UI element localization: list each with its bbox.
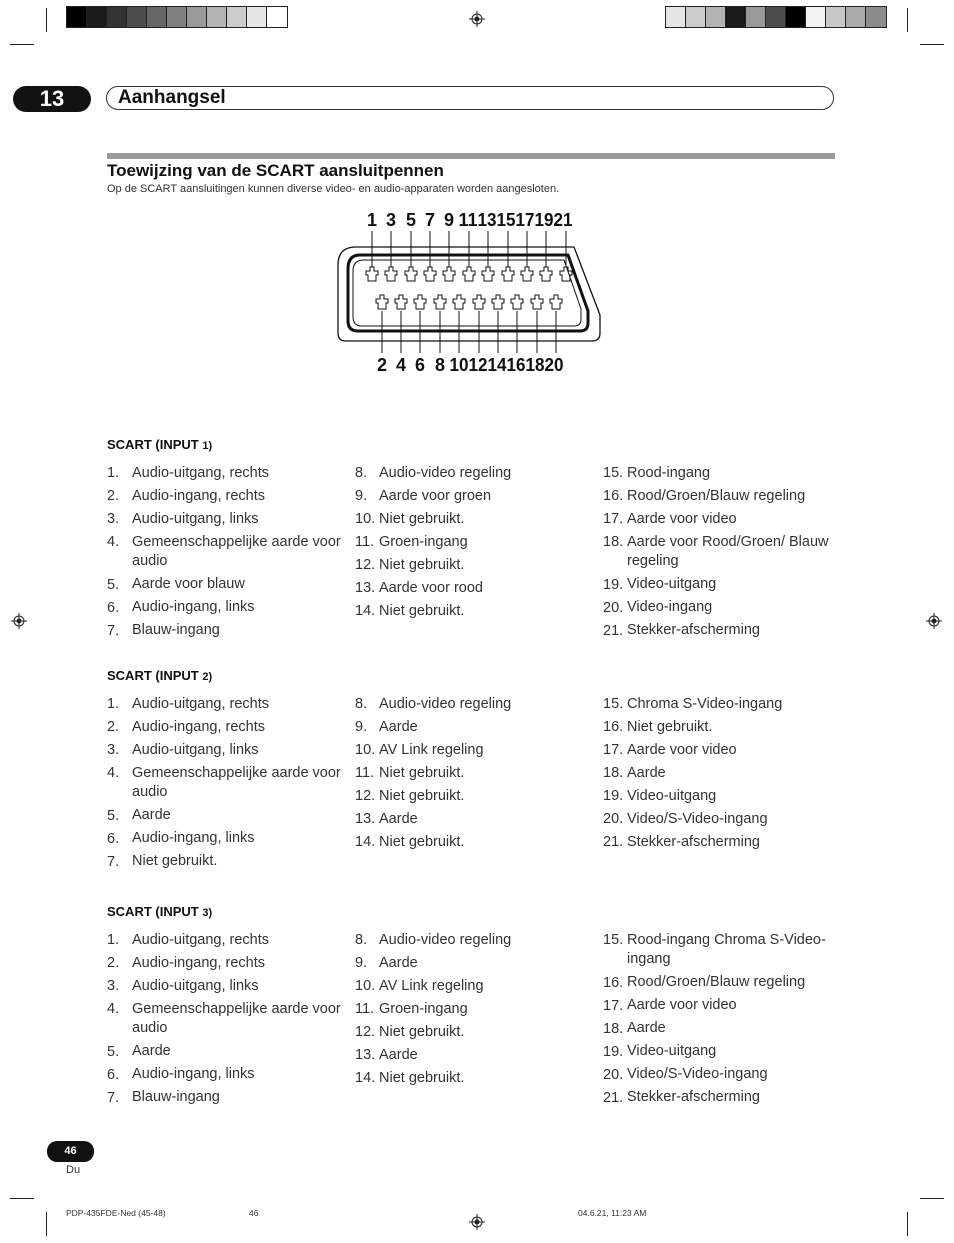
pin-list-item — [107, 851, 342, 874]
pin-number: 2. — [107, 955, 120, 971]
pin-number-label: 1 — [367, 210, 377, 230]
calibration-swatch — [247, 7, 267, 27]
calibration-swatch — [686, 7, 706, 27]
crop-mark — [10, 44, 34, 45]
pin-list-item — [603, 716, 838, 739]
pin-list-column — [107, 929, 342, 1110]
pin-function: Rood-ingang — [627, 464, 711, 481]
pin-contact — [521, 267, 533, 281]
crop-mark — [920, 44, 944, 45]
pin-function: Gemeenschappelijke aarde voor audio — [132, 764, 341, 800]
calibration-swatch — [866, 7, 886, 27]
calibration-swatch — [706, 7, 726, 27]
pin-list-item — [107, 1041, 342, 1064]
pin-function: Aarde voor video — [627, 741, 737, 758]
pin-number: 4. — [107, 765, 120, 781]
pin-function: Audio-uitgang, links — [132, 741, 259, 758]
pin-function: Rood/Groen/Blauw regeling — [627, 487, 806, 504]
pin-function: Rood-ingang Chroma S-Video-ingang — [627, 931, 826, 967]
pin-number: 20. — [603, 811, 624, 827]
pin-number: 5. — [107, 1043, 120, 1060]
pin-list-item — [107, 998, 342, 1041]
pin-number: 20. — [603, 599, 624, 616]
pin-function: Aarde voor Rood/Groen/ Blauw regeling — [627, 533, 829, 569]
pin-function: Audio-video regeling — [379, 695, 512, 712]
scart-heading-number: 3) — [202, 907, 213, 919]
pin-contact — [385, 267, 397, 281]
pin-list-item — [603, 485, 838, 508]
crop-mark — [46, 8, 47, 32]
pin-function: Gemeenschappelijke aarde voor audio — [132, 1000, 341, 1036]
pin-contact — [492, 295, 504, 309]
pin-list-item — [603, 929, 838, 972]
pin-list-column — [355, 693, 590, 854]
calibration-swatch — [107, 7, 127, 27]
pin-number: 10. — [355, 742, 376, 758]
pin-list-item — [107, 531, 342, 574]
pin-number: 3. — [107, 511, 120, 527]
pin-list-item — [107, 929, 342, 952]
calibration-swatch — [666, 7, 686, 27]
pin-list-item — [603, 1041, 838, 1064]
pin-function: AV Link regeling — [379, 977, 484, 994]
pin-number: 14. — [355, 1070, 376, 1086]
pin-function: Aarde voor video — [627, 997, 737, 1013]
calibration-swatch — [147, 7, 167, 27]
pin-number-label: 13 — [477, 210, 497, 230]
pin-function: Audio-ingang, rechts — [132, 954, 265, 971]
calibration-swatch — [846, 7, 866, 27]
pin-number-label: 20 — [544, 355, 564, 375]
pin-contact — [424, 267, 436, 281]
pin-list-item — [355, 485, 590, 508]
pin-contact — [531, 295, 543, 309]
pin-list-item — [355, 716, 590, 739]
pin-list-item — [603, 831, 838, 854]
pin-list-item — [603, 785, 838, 808]
pin-list-item — [603, 739, 838, 762]
pin-contact — [560, 267, 572, 281]
pin-function: Aarde — [132, 1043, 171, 1059]
pin-function: Niet gebruikt. — [627, 718, 713, 735]
calibration-swatch — [826, 7, 846, 27]
pin-function: Audio-ingang, rechts — [132, 487, 265, 504]
pin-number: 6. — [107, 1066, 120, 1083]
pin-list-item — [603, 620, 838, 643]
pin-function: Audio-ingang, links — [132, 599, 255, 615]
pin-list-item — [355, 1067, 590, 1090]
pin-number: 11. — [355, 765, 375, 781]
calibration-swatch — [187, 7, 207, 27]
pin-function: Audio-video regeling — [379, 931, 512, 948]
pin-function: AV Link regeling — [379, 741, 484, 758]
pin-number: 19. — [603, 788, 624, 804]
registration-target-icon — [469, 11, 485, 27]
pin-list-item — [355, 531, 590, 554]
pin-number: 21. — [603, 1089, 624, 1106]
calibration-bar-left — [66, 6, 288, 28]
pin-number-label: 12 — [468, 355, 488, 375]
pin-number: 5. — [107, 576, 120, 593]
pin-number: 4. — [107, 534, 120, 550]
calibration-swatch — [207, 7, 227, 27]
pin-number: 6. — [107, 599, 120, 616]
pin-list-item — [603, 597, 838, 620]
pin-list-item — [355, 739, 590, 762]
pin-list-column — [603, 693, 838, 854]
pin-number-label: 11 — [458, 210, 478, 230]
pin-list-item — [355, 577, 590, 600]
pin-number: 3. — [107, 978, 120, 994]
pin-list-item — [603, 995, 838, 1018]
calibration-swatch — [806, 7, 826, 27]
pin-function: Niet gebruikt. — [379, 787, 465, 804]
pin-number-label: 5 — [406, 210, 416, 230]
calibration-swatch — [227, 7, 247, 27]
scart-connector-diagram — [330, 205, 610, 380]
pin-number: 3. — [107, 742, 120, 758]
pin-function: Groen-ingang — [379, 533, 468, 550]
registration-target-icon — [11, 613, 27, 629]
calibration-swatch — [167, 7, 187, 27]
pin-list-column — [355, 462, 590, 623]
pin-function: Niet gebruikt. — [379, 602, 465, 619]
pin-list-item — [355, 1044, 590, 1067]
pin-function: Audio-uitgang, rechts — [132, 695, 270, 712]
pin-function: Audio-video regeling — [379, 464, 512, 481]
pin-number: 1. — [107, 465, 120, 481]
pin-function: Audio-uitgang, rechts — [132, 464, 270, 481]
connector-inner-shell — [348, 255, 588, 331]
pin-list-item — [355, 554, 590, 577]
pin-list-item — [107, 574, 342, 597]
calibration-swatch — [127, 7, 147, 27]
pin-function: Audio-ingang, links — [132, 830, 255, 846]
pin-contact — [463, 267, 475, 281]
pin-number: 7. — [107, 1089, 120, 1106]
pin-number: 9. — [355, 955, 368, 971]
pin-number-label: 19 — [534, 210, 554, 230]
pin-function: Niet gebruikt. — [379, 1023, 465, 1040]
scart-heading-number: 2) — [202, 671, 213, 683]
language-code: Du — [66, 1164, 81, 1176]
pin-list-item — [107, 975, 342, 998]
pin-list-item — [355, 600, 590, 623]
pin-number: 12. — [355, 557, 376, 573]
pin-list-item — [603, 808, 838, 831]
pin-function: Video-uitgang — [627, 576, 717, 592]
pin-number: 16. — [603, 974, 624, 991]
pin-number: 8. — [355, 465, 368, 481]
pin-number: 17. — [603, 997, 624, 1014]
pin-number: 1. — [107, 932, 120, 948]
pin-function: Video-ingang — [627, 599, 713, 615]
pin-contact — [482, 267, 494, 281]
pin-function: Aarde — [379, 718, 418, 735]
pin-number: 18. — [603, 1020, 624, 1037]
pin-number: 19. — [603, 1043, 624, 1060]
pin-function: Aarde — [627, 1020, 666, 1036]
section-rule — [107, 153, 835, 159]
pin-number: 19. — [603, 576, 624, 593]
pin-list-item — [603, 762, 838, 785]
pin-number-label: 2 — [377, 355, 387, 375]
pin-number: 5. — [107, 807, 120, 824]
pin-number: 13. — [355, 1047, 376, 1063]
pin-number: 8. — [355, 932, 368, 948]
crop-mark — [907, 1212, 908, 1236]
pin-number: 16. — [603, 719, 624, 735]
pin-number: 18. — [603, 534, 624, 550]
pin-number-label: 17 — [515, 210, 535, 230]
pin-contact — [376, 295, 388, 309]
crop-mark — [46, 1212, 47, 1236]
pin-function: Niet gebruikt. — [379, 764, 465, 781]
pin-number: 9. — [355, 719, 368, 735]
calibration-swatch — [726, 7, 746, 27]
pin-number: 17. — [603, 511, 624, 527]
pin-number: 8. — [355, 696, 368, 712]
pin-number: 16. — [603, 488, 624, 504]
pin-function: Video/S-Video-ingang — [627, 1066, 768, 1082]
pin-function: Stekker-afscherming — [627, 833, 760, 850]
pin-contact — [550, 295, 562, 309]
pin-contact — [540, 267, 552, 281]
pin-number: 7. — [107, 622, 120, 639]
pin-number: 6. — [107, 830, 120, 847]
section-title: Toewijzing van de SCART aansluitpennen — [107, 161, 444, 180]
pin-list-column — [355, 929, 590, 1090]
pin-list-item — [107, 508, 342, 531]
pin-list-item — [107, 1064, 342, 1087]
pin-function: Video-uitgang — [627, 1043, 717, 1059]
scart-input-heading — [107, 668, 212, 683]
crop-mark — [10, 1198, 34, 1199]
pin-list-item — [107, 739, 342, 762]
crop-mark — [907, 8, 908, 32]
pin-number: 20. — [603, 1066, 624, 1083]
pin-function: Groen-ingang — [379, 1000, 468, 1017]
pin-list-column — [603, 462, 838, 643]
pin-function: Chroma S-Video-ingang — [627, 695, 783, 712]
pin-list-item — [603, 1087, 838, 1110]
pin-list-item — [355, 998, 590, 1021]
pin-number: 12. — [355, 788, 376, 804]
footer-timestamp: 04.6.21, 11:23 AM — [578, 1208, 647, 1218]
scart-input-heading — [107, 437, 212, 452]
calibration-swatch — [746, 7, 766, 27]
pin-list-item — [355, 1021, 590, 1044]
pin-function: Stekker-afscherming — [627, 1089, 760, 1105]
pin-number-label: 4 — [396, 355, 406, 375]
calibration-swatch — [766, 7, 786, 27]
pin-number: 15. — [603, 696, 624, 712]
pin-contact — [405, 267, 417, 281]
registration-target-icon — [469, 1214, 485, 1230]
pin-contact — [414, 295, 426, 309]
pin-function: Video/S-Video-ingang — [627, 810, 768, 827]
pin-list-item — [107, 1087, 342, 1110]
pin-number: 14. — [355, 603, 376, 619]
chapter-number: 13 — [13, 86, 91, 112]
registration-target-icon — [926, 613, 942, 629]
pin-function: Aarde — [627, 764, 666, 781]
pin-function: Niet gebruikt. — [379, 1069, 465, 1086]
scart-input-heading — [107, 904, 212, 919]
pin-list-item — [603, 462, 838, 485]
pin-list-item — [603, 1018, 838, 1041]
pin-function: Blauw-ingang — [132, 1089, 220, 1105]
pin-contact — [473, 295, 485, 309]
pin-list-item — [107, 805, 342, 828]
pin-list-item — [107, 620, 342, 643]
pin-list-item — [355, 462, 590, 485]
pin-function: Aarde — [379, 954, 418, 971]
pin-number: 2. — [107, 719, 120, 735]
pin-list-item — [107, 952, 342, 975]
pin-function: Rood/Groen/Blauw regeling — [627, 974, 806, 990]
pin-number: 13. — [355, 811, 376, 827]
pin-list-item — [355, 785, 590, 808]
pin-function: Aarde — [132, 807, 171, 823]
pin-function: Niet gebruikt. — [379, 510, 465, 527]
pin-number: 18. — [603, 765, 624, 781]
pin-list-column — [107, 462, 342, 643]
pin-list-column — [603, 929, 838, 1110]
pin-contact — [443, 267, 455, 281]
pin-number: 15. — [603, 465, 624, 481]
pin-list-item — [107, 485, 342, 508]
pin-contact — [434, 295, 446, 309]
calibration-swatch — [87, 7, 107, 27]
pin-list-item — [355, 762, 590, 785]
pin-number-label: 8 — [435, 355, 445, 375]
pin-number: 21. — [603, 834, 624, 850]
pin-list-item — [107, 597, 342, 620]
pin-number-label: 16 — [506, 355, 526, 375]
pin-list-item — [107, 716, 342, 739]
pin-list-item — [603, 531, 838, 574]
section-description: Op de SCART aansluitingen kunnen diverse video- en audio-apparaten worden aangesloten. — [107, 183, 560, 195]
pin-list-column — [107, 693, 342, 874]
pin-number: 14. — [355, 834, 376, 850]
pin-function: Aarde — [379, 810, 418, 827]
pin-function: Blauw-ingang — [132, 622, 220, 638]
pin-list-item — [107, 462, 342, 485]
pin-number: 1. — [107, 696, 120, 712]
pin-function: Audio-ingang, rechts — [132, 718, 265, 735]
pin-number: 21. — [603, 622, 624, 639]
pin-number-label: 3 — [386, 210, 396, 230]
pin-list-item — [603, 693, 838, 716]
scart-heading-prefix: SCART (INPUT — [107, 668, 203, 683]
pin-number: 12. — [355, 1024, 376, 1040]
pin-number: 10. — [355, 511, 376, 527]
footer-page: 46 — [249, 1208, 259, 1218]
pin-function: Audio-uitgang, rechts — [132, 931, 270, 948]
crop-mark — [920, 1198, 944, 1199]
pin-list-item — [603, 972, 838, 995]
pin-number-label: 9 — [444, 210, 454, 230]
pin-list-item — [355, 952, 590, 975]
calibration-swatch — [786, 7, 806, 27]
calibration-swatch — [267, 7, 287, 27]
pin-list-item — [355, 929, 590, 952]
pin-function: Niet gebruikt. — [379, 833, 465, 850]
pin-function: Niet gebruikt. — [379, 556, 465, 573]
pin-function: Video-uitgang — [627, 787, 717, 804]
pin-contact — [395, 295, 407, 309]
pin-function: Stekker-afscherming — [627, 622, 760, 638]
pin-number-label: 6 — [415, 355, 425, 375]
pin-list-item — [603, 574, 838, 597]
scart-heading-prefix: SCART (INPUT — [107, 437, 203, 452]
pin-function: Gemeenschappelijke aarde voor audio — [132, 533, 341, 569]
pin-function: Audio-uitgang, links — [132, 977, 259, 994]
pin-contact — [511, 295, 523, 309]
pin-number-label: 21 — [553, 210, 573, 230]
page-number-badge: 46 — [47, 1141, 94, 1162]
pin-function: Aarde — [379, 1046, 418, 1063]
pin-number: 15. — [603, 932, 624, 948]
pin-number: 2. — [107, 488, 120, 504]
pin-list-item — [107, 762, 342, 805]
pin-function: Niet gebruikt. — [132, 853, 218, 869]
pin-number: 9. — [355, 488, 368, 504]
pin-number-label: 7 — [425, 210, 435, 230]
pin-number-label: 10 — [449, 355, 469, 375]
pin-number: 13. — [355, 580, 376, 596]
pin-number: 4. — [107, 1001, 120, 1017]
pin-number-label: 18 — [525, 355, 545, 375]
pin-function: Audio-ingang, links — [132, 1066, 255, 1082]
pin-number: 11. — [355, 1001, 375, 1017]
pin-list-item — [355, 508, 590, 531]
pin-list-item — [107, 828, 342, 851]
pin-contact — [453, 295, 465, 309]
calibration-bar-right — [665, 6, 887, 28]
pin-function: Aarde voor rood — [379, 579, 483, 596]
pin-list-item — [603, 1064, 838, 1087]
pin-function: Audio-uitgang, links — [132, 510, 259, 527]
pin-contact — [502, 267, 514, 281]
chapter-title: Aanhangsel — [118, 87, 226, 108]
pin-number-label: 14 — [487, 355, 507, 375]
pin-list-item — [355, 975, 590, 998]
scart-heading-prefix: SCART (INPUT — [107, 904, 203, 919]
pin-number: 17. — [603, 742, 624, 758]
pin-list-item — [603, 508, 838, 531]
footer-file: PDP-435FDE-Ned (45-48) — [66, 1208, 166, 1218]
pin-function: Aarde voor blauw — [132, 576, 245, 592]
pin-function: Aarde voor groen — [379, 487, 492, 504]
calibration-swatch — [67, 7, 87, 27]
pin-contact — [366, 267, 378, 281]
pin-list-item — [107, 693, 342, 716]
pin-number-label: 15 — [496, 210, 516, 230]
pin-number: 11. — [355, 534, 375, 550]
pin-list-item — [355, 808, 590, 831]
pin-number: 10. — [355, 978, 376, 994]
scart-heading-number: 1) — [202, 440, 213, 452]
pin-list-item — [355, 693, 590, 716]
pin-function: Aarde voor video — [627, 510, 737, 527]
pin-number: 7. — [107, 853, 120, 870]
pin-list-item — [355, 831, 590, 854]
